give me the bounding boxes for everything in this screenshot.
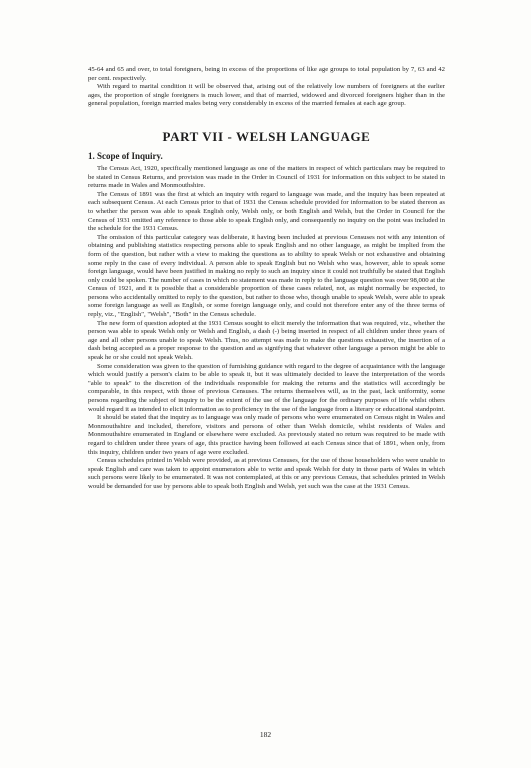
text-column: [88, 66, 445, 492]
section-gap: [88, 109, 445, 129]
paragraph-census-1891: The Census of 1891 was the first at which an inquiry with regard to language was made, and the inquiry has been repeated at each subsequent Census. At each Census prior to that of 1931 the Census schedule provided for information to be stated thereon as to whether the person was able to speak English only, Welsh only, or both English and Welsh, but the Order in Council for the Census of 1931 omitted any reference to those able to speak English only, and consequently no inquiry on the point was included in the schedule for the 1931 Census.: [88, 190, 445, 233]
intro-paragraph-marital: With regard to marital condition it will be observed that, arising out of the relatively low numbers of foreigners at the earlier ages, the proportion of single foreigners is much lower, and that of married, widowed and divorced foreigners higher than in the general population, foreign married males being very considerably in excess of the married females at each age group.: [88, 83, 445, 108]
paragraph-enumeration: It should be stated that the inquiry as to language was only made of persons who were enumerated on Census night in Wales and Monmouthshire and included, therefore, visitors and persons of other than Welsh domicile, whilst residents of Wales and Monmouthshire enumerated in England or elsewhere were excluded. As previously stated no return was required to be made with regard to children under three years of age, this practice having been followed at each Census since that of 1891, when only, from this inquiry, children under two years of age were excluded.: [88, 414, 445, 456]
paragraph-new-form: The new form of question adopted at the 1931 Census sought to elicit merely the information that was required, viz., whether the person was able to speak Welsh only or Welsh and English, a dash (-) being inserted in respect of all children under three years of age and all other persons unable to speak Welsh. Thus, no attempt was made to make the questions exhaustive, the insertion of a dash being accepted as a proper response to the question and as signifying that whatever other language a person might be able to speak he or she could not speak Welsh.: [88, 319, 445, 362]
page-number: 182: [259, 730, 272, 739]
paragraph-omission: The omission of this particular category was deliberate, it having been included at previous Censuses not with any intention of obtaining and publishing statistics respecting persons able to speak English and no other language, as might be implied from the form of the question, but rather with a view to making the questions as to ability to speak Welsh or not exhaustive and obtaining some reply in the case of every individual. A person able to speak English but no Welsh who was, however, able to speak some foreign language, would have been justified in making no reply to such an inquiry since it could not truthfully be stated that English only could be spoken. The number of cases in which no statement was made in reply to the language question was over 98,000 at the Census of 1921, and it is possible that a considerable proportion of these cases related, not, as might normally be expected, to persons who accidentally omitted to reply to the question, but rather to those who, though unable to speak Welsh, were able to speak some foreign language as well as English, or some foreign language only, and could not therefore enter any of the three terms of reply, viz., "English", "Welsh", "Both" in the Census schedule.: [88, 233, 446, 319]
part-title: PART VII - WELSH LANGUAGE: [162, 128, 371, 144]
paragraph-welsh-schedules: Census schedules printed in Welsh were provided, as at previous Censuses, for the use of those householders who were unable to speak English and care was taken to appoint enumerators able to write and speak Welsh for duty in those parts of Wales in which such persons were likely to be enumerated. It was not contemplated, at this or any previous Census, that schedules printed in Welsh would be demanded for use by persons able to speak both English and Welsh, yet such was the case at the 1931 Census.: [88, 457, 445, 490]
paragraph-census-act: The Census Act, 1920, specifically mentioned language as one of the matters in respect of which particulars may be required to be stated in Census Returns, and provision was made in the Order in Council of 1931 for information on this subject to be stated in returns made in Wales and Monmouthshire.: [88, 164, 445, 190]
intro-paragraph-continued: 45-64 and 65 and over, to total foreigners, being in excess of the proportions of like age groups to total population by 7, 63 and 42 per cent. respectively.: [88, 66, 445, 82]
section-heading: 1. Scope of Inquiry.: [88, 150, 163, 161]
paragraph-guidance: Some consideration was given to the question of furnishing guidance with regard to the degree of acquaintance with the language which would justify a person's claim to be able to speak it, but it was ultimately decided to leave the interpretation of the words "able to speak" to the discretion of the individuals responsible for making the returns and the statistics will accordingly be comparable, in this respect, with those of previous Censuses. The returns themselves will, as in the past, lack uniformity, some persons regarding the subject of inquiry to be the extent of the use of the language for the ordinary purposes of life whilst others would regard it as intended to elicit information as to proficiency in the use of the language from a literary or educational standpoint.: [88, 362, 445, 413]
